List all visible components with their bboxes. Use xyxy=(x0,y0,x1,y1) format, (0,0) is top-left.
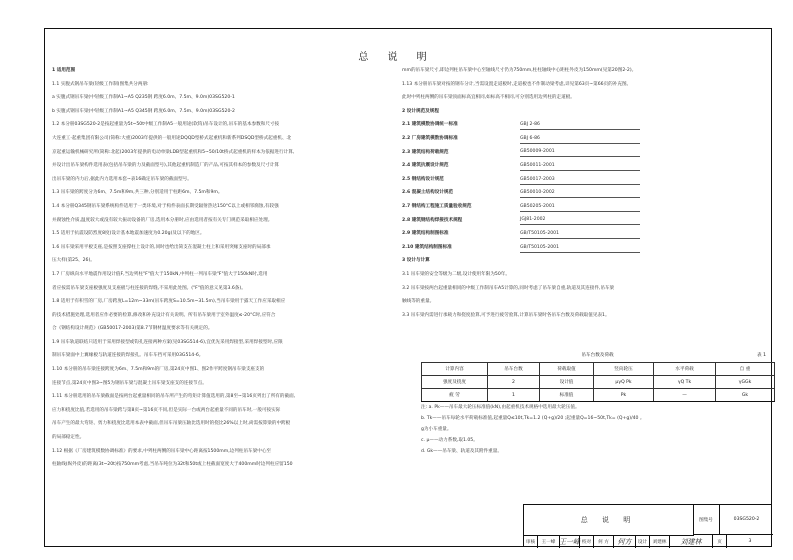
text-line: 1.13 本分册吊车梁对按的钢车分计,当需设置走道板时,走道板也不作制动梁考虑,详见第63页~第66页的补充图。 xyxy=(402,81,632,87)
design-label: 设计 xyxy=(636,535,650,548)
right-intro xyxy=(402,64,766,105)
text-line: 3 设计与计算 xyxy=(402,258,430,264)
table-cell: μγQ Pk xyxy=(594,376,654,389)
table-header-row xyxy=(422,363,775,376)
text-line: 1.4 本分册Q345钢吊车梁系统构件适用于一类环境,对于构件表面长期受辐射热达150°C以上或相邻腐蚀,有较强 xyxy=(52,203,279,209)
spec-name: 2.2 厂房建筑模数协调标准 xyxy=(402,135,458,141)
text-line: 3.1 吊车梁的安全等级为二级,设计使用年限为50年。 xyxy=(402,271,510,277)
table-cell: Pk xyxy=(594,389,654,402)
text-line: 3.2 吊车梁按两台起重量相同的中级工作制吊车A5计算的,同时考虑了吊车梁自重,轨道及其连接件,吊车梁 xyxy=(402,285,615,291)
design-name: 刘建林 xyxy=(650,535,670,548)
table-notes xyxy=(421,402,771,457)
spec-name: 2.3 建筑结构荷载规范 xyxy=(402,149,449,155)
spec-item xyxy=(402,173,766,187)
text-line: 京起重运输机械研究所(简称:北起)2003年提供的电动单梁LDB型起重机和5~50/10t桥式起重机的样本为依据进行计算, xyxy=(52,149,295,155)
spec-item xyxy=(402,227,766,241)
spec-list xyxy=(402,118,766,254)
text-line: 3.3 吊车梁内需进行承载力和挠度验算,可予进行疲劳验算,计算吊车梁时各吊车台数及荷载取值见表1。 xyxy=(402,312,610,318)
note-line: g为小车重量。 xyxy=(421,427,452,432)
right-column xyxy=(402,64,766,322)
spec-name: 2.1 建筑模数协调统一标准 xyxy=(402,122,458,128)
spec-code: GB50017-2003 xyxy=(520,175,640,185)
text-line: 此时中列柱两侧的吊车梁顶面标高宜相同,如标高不相同,可分别选用边列柱的走道板。 xyxy=(402,95,575,101)
table-header-cell: 计算内容 xyxy=(422,363,488,376)
design-signature: 刘建林 xyxy=(670,535,713,548)
section-3 xyxy=(402,254,766,322)
check-signature: 何方 xyxy=(614,535,636,548)
text-line: b 实腹式钢吊车梁(中轻级工作制A1~A5 Q345钢 跨度6.0m、7.5m、9.0m)03SG520-2 xyxy=(52,108,235,114)
table-number: 表 1 xyxy=(757,353,766,358)
table-header-cell: 水平荷载 xyxy=(654,363,716,376)
text-line: 1.9 吊车轨道联结只适用于采用焊接型或钩孔连接两种方案(见03SG514-6),宜优先采用焊接型,采用焊接型时,应限 xyxy=(52,339,283,345)
note-line: 注: a. Pk——吊车最大轮压标准值(kN),由起重机技术规格中选用最大轮压值。 xyxy=(421,405,580,410)
load-table xyxy=(421,362,775,402)
spec-item xyxy=(402,186,766,200)
text-line: 的技术措施处理,选用者应作必要的检算,修改和补充设计有关说明。所有吊车梁用于室外温度≤-20°C时,应符合 xyxy=(52,312,276,318)
spec-item xyxy=(402,118,766,132)
text-line: 1 适用范围 xyxy=(52,68,76,73)
section-2-heading: 2 设计规范及规程 xyxy=(402,108,439,114)
title-block xyxy=(523,504,772,547)
note-line: d. Gk——吊车梁、轨道及其附件重量。 xyxy=(421,449,502,454)
text-line: 触线等的重量。 xyxy=(402,299,435,305)
spec-code: GBJ 2-86 xyxy=(520,120,640,130)
table-cell: 2 xyxy=(488,376,540,389)
spec-name: 2.10 建筑结构制图标准 xyxy=(402,244,452,250)
spec-code: GB50010-2002 xyxy=(520,188,640,198)
spec-item xyxy=(402,159,766,173)
page-title: 总 说 明 xyxy=(358,52,435,63)
audit-signature: 王一峰 xyxy=(560,535,580,548)
title-block-main: 总 说 明 xyxy=(524,505,694,536)
table-caption: 吊车台数及荷载 xyxy=(581,353,614,358)
note-line: c. μ——动力系数,取1.05。 xyxy=(421,438,478,443)
signature-row xyxy=(524,535,773,548)
text-line: 1.5 适用于抗震设防烈度8度(设计基本地震加速度为0.20g)及以下的地区。 xyxy=(52,231,205,237)
text-line: 1.1 实腹式钢吊车梁(轻级工作制)图集共分两册: xyxy=(52,81,149,87)
spec-name: 2.7 钢结构工程施工质量验收规范 xyxy=(402,203,472,209)
spec-code: GBJ 6-86 xyxy=(520,134,640,144)
text-line: 的局部稳定性。 xyxy=(52,435,85,441)
table-cell: Gk xyxy=(716,389,775,402)
audit-name: 王一峰 xyxy=(538,535,560,548)
text-line: 应力和挠度比值,若选用的吊车梁跨与第8页~第16页不同,但是实际一台或两台起重量不同的吊车时,一般可按实际 xyxy=(52,407,281,413)
audit-label: 审核 xyxy=(524,535,538,548)
table-row xyxy=(422,376,775,389)
text-line: 1.2 本分册03SG520-2是按起重量为5t~50t中级工作制A5一般用途(软钩)吊车设计的,吊车的基本参数和尺寸按 xyxy=(52,122,280,128)
table-row xyxy=(422,389,775,402)
spec-name: 2.4 建筑抗震设计规范 xyxy=(402,163,449,169)
spec-code: GB/T50105-2001 xyxy=(520,229,640,239)
spec-code: GB50009-2001 xyxy=(520,147,640,157)
text-line: 1.10 本分册的吊车梁连接跨度为6m、7.5m和9m的厂房,第24页中图1、图2作平跨度钢吊车梁支座支的 xyxy=(52,367,265,373)
text-line: 者应按需吊车梁支座板强度及支座板与柱连接的焊缝,不采用此处图。("F"值的意义见第3.6条)。 xyxy=(52,285,246,291)
text-line: 1.7 厂房纵向水平地震作用设计值F,当边列柱"F"值大于150kN,中列柱一列吊车梁"F"值大于150kN时,选用 xyxy=(52,271,268,277)
text-line: 吊车产生的最大弯矩、剪力和挠度比选用本表中截面,但吊车吊梁压轴比选用时的挠比26%以上时,尚需按算梁的中跨板 xyxy=(52,421,291,427)
spec-code: GB50011-2001 xyxy=(520,161,640,171)
table-cell: 1 xyxy=(488,389,540,402)
text-line: 1.6 吊车梁采用平板支座,是按照支座撑柱上设计的,同时也给出简支在混凝土柱上和采用突缘支座时的局部承 xyxy=(52,244,271,250)
check-name: 何 方 xyxy=(594,535,614,548)
spec-name: 2.5 钢结构设计规范 xyxy=(402,176,444,182)
text-line: 压大样(第25、26)。 xyxy=(52,258,95,264)
text-line: 1.8 适用于有积雪的厂房,厂房跨度L=12m~33m(吊车跨度S=10.5m~31.5m),当吊车梁用于露天工作应采取相应 xyxy=(52,299,286,305)
atlas-label: 图集号 xyxy=(693,505,720,535)
spec-name: 2.6 混凝土结构设计规范 xyxy=(402,190,454,196)
check-label: 校对 xyxy=(580,535,594,548)
table-cell: 疲 劳 xyxy=(422,389,488,402)
page-number: 3 xyxy=(748,539,752,544)
text-line: 大连重工·起重集团有限公司(简称:大重)2003年提供的一般用途DQQD型桥式起重机和新系列DSQD型桥式起重机、北 xyxy=(52,135,292,141)
table-cell: γGGk xyxy=(716,376,775,389)
spec-code: JGJ81-2002 xyxy=(520,215,640,225)
spec-name: 2.8 建筑钢结构焊接技术规程 xyxy=(402,217,463,223)
spec-name: 2.9 建筑结构制图标准 xyxy=(402,231,449,237)
spec-code: GB/T50105-2001 xyxy=(520,243,640,253)
table-cell: 设计值 xyxy=(540,376,594,389)
text-line: 并腐蚀性介质,温度较大或没有较大振动设备的厂房,选用本分册时,应由选用者按有关专门规范采取相应处理。 xyxy=(52,217,273,223)
text-line: 柱轴线(纵外皮)的距离(3t~20t)按750mm考虑,当吊车吨位为32t和50t或上柱截面宽度大于400mm时边列柱应留150 xyxy=(52,462,293,468)
table-header-cell: 吊车台数 xyxy=(488,363,540,376)
text-line: 制吊车梁面中上翼缘板与轨道连接的焊接孔。吊车车挡可采用03G514-6。 xyxy=(52,353,204,359)
text-line: 1.12 根据《厂房建筑模数协调标准》的要求,中列柱两侧的吊车梁中心距离按1500mm,边列柱吊车梁中心至 xyxy=(52,448,272,454)
table-header-cell: 自 重 xyxy=(716,363,775,376)
text-line: 连接节点,第24页中图3~图5为钢吊车梁与混凝土吊车梁支座支的连接节点。 xyxy=(52,380,207,386)
spec-item xyxy=(402,146,766,160)
text-line: a 实腹式钢吊车梁(中轻级工作制A1~A5 Q235钢 跨度6.0m、7.5m、9.0m)03SG520-1 xyxy=(52,95,235,101)
spec-item xyxy=(402,132,766,146)
spec-item xyxy=(402,241,766,255)
text-line: 合《钢结构设计规范》(GB50017-2003)第8.7节钢材温度要求等有关规定的。 xyxy=(52,326,213,332)
note-line: b. Tk——吊车每轮水平荷载标准值,起重量Q≤10t,Tk=1.2 (Q+g)/20 ;起重量Q=16~50t,Tk= (Q+g)/40 。 xyxy=(421,416,645,421)
table-cell: 标准值 xyxy=(540,389,594,402)
text-line: 1.11 本分册选用的吊车梁截面是按两台起重量相同的吊车所产生的弯矩计算值选用的,第8至~第16页列出了所有的截面, xyxy=(52,394,296,400)
text-line: mm的吊车梁尺寸,即边列柱吊车梁中心至轴线尺寸仍为750mm,柱柱轴线中心距柱外皮为150mm(见第20图2-2)。 xyxy=(402,68,637,73)
text-line: 并设计出吊车梁构件选用表(包括吊车梁的力及截面型号),其他起重机制造厂的产品,可按其样本的参数及尺寸计算 xyxy=(52,163,280,169)
table-cell: γQ Tk xyxy=(654,376,716,389)
atlas-number: 03SG520-2 xyxy=(720,505,773,535)
left-column xyxy=(52,64,390,472)
text-line: 1.3 吊车梁的跨度分为6m、7.5m和9m,共三种,分别适用于柱距6m、7.5m和9m。 xyxy=(52,190,223,196)
table-header-cell: 荷载取值 xyxy=(540,363,594,376)
spec-item xyxy=(402,214,766,228)
page-label: 页 xyxy=(713,535,727,548)
table-cell: — xyxy=(654,389,716,402)
table-cell: 强度及挠度 xyxy=(422,376,488,389)
spec-item xyxy=(402,200,766,214)
spec-code: GB50205-2001 xyxy=(520,202,640,212)
text-line: 出吊车梁的内力后,据此内力选用本套~表16确定吊车梁的截面型号。 xyxy=(52,176,192,182)
table-header-cell: 竖向轮压 xyxy=(594,363,654,376)
